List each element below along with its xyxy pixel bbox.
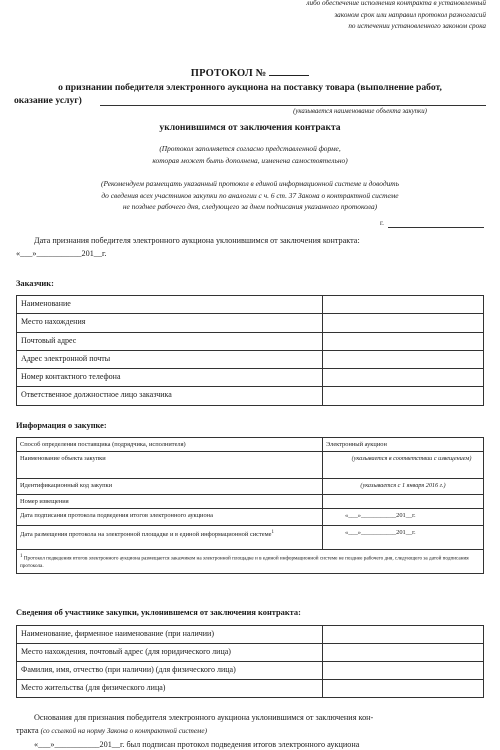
table-cell-label: Дата подписания протокола подведения итогов электронного аукциона xyxy=(17,509,323,526)
table-cell-label: Адрес электронной почты xyxy=(17,350,323,368)
header-note-line: либо обеспечение исполнения контракта в установленный xyxy=(306,0,486,7)
table-cell-label-text: Дата размещения протокола на электронной площадке и в единой информационной системе xyxy=(20,531,272,539)
table-cell-value[interactable] xyxy=(323,387,484,405)
table-cell-value[interactable] xyxy=(323,644,484,662)
table-row xyxy=(17,626,484,644)
table-cell-value[interactable] xyxy=(323,314,484,332)
protocol-number-blank xyxy=(269,67,309,76)
header-note-line: законом срок или направил протокол разногласий xyxy=(334,10,486,19)
table-row xyxy=(17,644,484,662)
table-row xyxy=(17,680,484,698)
grounds-line: Основания для признания победителя электронного аукциона уклонившимся от заключения кон- xyxy=(34,713,374,722)
table-cell-label: Наименование, фирменное наименование (при наличии) xyxy=(17,626,323,644)
table-cell-label: Номер извещения xyxy=(17,495,323,509)
grounds-line xyxy=(16,724,486,738)
table-cell-label: Наименование xyxy=(17,296,323,314)
table-row xyxy=(17,479,484,495)
recognition-date-blank: «___»___________201__г. xyxy=(16,249,107,258)
table-cell-value[interactable] xyxy=(323,626,484,644)
year-suffix: г. xyxy=(380,219,384,227)
recognition-date-text: Дата признания победителя электронного аукциона уклонившимся от заключения контракта: xyxy=(34,236,360,245)
table-row xyxy=(17,296,484,314)
table-row xyxy=(17,662,484,680)
document-title xyxy=(14,67,486,79)
recommendation-line: до сведения всех участников закупки по аналогии с ч. 6 ст. 37 Закона о контрактной системе xyxy=(101,190,399,200)
recommendation-line: (Рекомендуем размещать указанный протокол в единой информационной системе и доводить xyxy=(101,179,399,188)
grounds-hint: (со ссылкой на норму Закона о контрактной системе) xyxy=(40,727,207,735)
table-cell-label: Ответственное должностное лицо заказчика xyxy=(17,387,323,405)
table-cell-value[interactable] xyxy=(323,495,484,509)
table-row xyxy=(17,332,484,350)
table-row xyxy=(17,438,484,452)
table-cell-value[interactable] xyxy=(323,332,484,350)
form-note-line: которая может быть дополнена, изменена самостоятельно) xyxy=(152,155,348,165)
table-cell-label: Место нахождения xyxy=(17,314,323,332)
table-row xyxy=(17,509,484,526)
table-cell-label: Номер контактного телефона xyxy=(17,369,323,387)
purchase-table xyxy=(16,437,484,574)
table-cell-value[interactable] xyxy=(323,296,484,314)
table-cell-label: Место жительства (для физического лица) xyxy=(17,680,323,698)
subtitle-line-1: о признании победителя электронного аукциона на поставку товара (выполнение работ, xyxy=(58,82,442,93)
subtitle-line-3: уклонившимся от заключения контракта xyxy=(159,122,341,133)
recognition-date-paragraph xyxy=(16,235,486,248)
table-cell-value[interactable] xyxy=(323,680,484,698)
subtitle-line-2: оказание услуг) xyxy=(14,95,82,106)
table-cell-value[interactable] xyxy=(323,662,484,680)
table-cell-label: Место нахождения, почтовый адрес (для юридического лица) xyxy=(17,644,323,662)
table-row xyxy=(17,452,484,479)
grounds-line: «___»___________201__г. был подписан протокол подведения итогов электронного аукциона xyxy=(34,740,360,749)
form-note xyxy=(30,143,470,166)
table-row xyxy=(17,387,484,405)
form-note-line: (Протокол заполняется согласно представленной форме, xyxy=(159,144,341,153)
purchase-heading: Информация о закупке: xyxy=(16,421,107,430)
footnote-mark: 1 xyxy=(271,530,274,535)
title-text: ПРОТОКОЛ № xyxy=(190,68,267,79)
table-cell-value[interactable] xyxy=(323,350,484,368)
subject-fill-line xyxy=(100,105,486,106)
customer-table xyxy=(16,295,484,406)
table-row xyxy=(17,314,484,332)
customer-heading: Заказчик: xyxy=(16,279,54,288)
table-cell-label: Способ определения поставщика (подрядчика, исполнителя) xyxy=(17,438,323,452)
table-cell-label: Почтовый адрес xyxy=(17,332,323,350)
table-row xyxy=(17,369,484,387)
table-cell-value: (указывается в соответствии с извещением) xyxy=(323,452,484,479)
header-note-line: по истечении установленного законом срока xyxy=(348,22,486,30)
table-row xyxy=(17,495,484,509)
table-cell-value: Электронный аукцион xyxy=(323,438,484,452)
table-cell-label: Фамилия, имя, отчество (при наличии) (для физического лица) xyxy=(17,662,323,680)
grounds-paragraph xyxy=(16,711,486,750)
table-row xyxy=(17,526,484,550)
recommendation-line: не позднее рабочего дня, следующего за днем подписания указанного протокола) xyxy=(122,202,378,212)
participant-table xyxy=(16,625,484,698)
subject-hint: (указывается наименование объекта закупки) xyxy=(293,108,427,115)
footnote-mark: 1 xyxy=(20,554,23,559)
header-note xyxy=(246,0,486,33)
table-cell-value[interactable] xyxy=(323,369,484,387)
recommendation-note xyxy=(22,178,478,213)
table-cell-label xyxy=(17,526,323,550)
date-fill-line xyxy=(388,227,484,228)
footnote-cell xyxy=(17,550,484,574)
table-cell-value: «___»___________201__г. xyxy=(323,509,484,526)
table-row xyxy=(17,350,484,368)
participant-heading: Сведения об участнике закупки, уклонившемся от заключения контракта: xyxy=(16,608,301,617)
footnote-text: Протокол подведения итогов электронного аукциона размещается заказчиком на электронной площадке и в единой информационной системе не позднее рабочего дня, следующего за датой подписания протокола. xyxy=(20,555,469,569)
table-cell-label: Наименование объекта закупки xyxy=(17,452,323,479)
table-cell-value: (указывается с 1 января 2016 г.) xyxy=(323,479,484,495)
grounds-text: тракта xyxy=(16,726,39,735)
table-row xyxy=(17,550,484,574)
table-cell-label: Идентификационный код закупки xyxy=(17,479,323,495)
table-cell-value: «___»___________201__г. xyxy=(323,526,484,550)
